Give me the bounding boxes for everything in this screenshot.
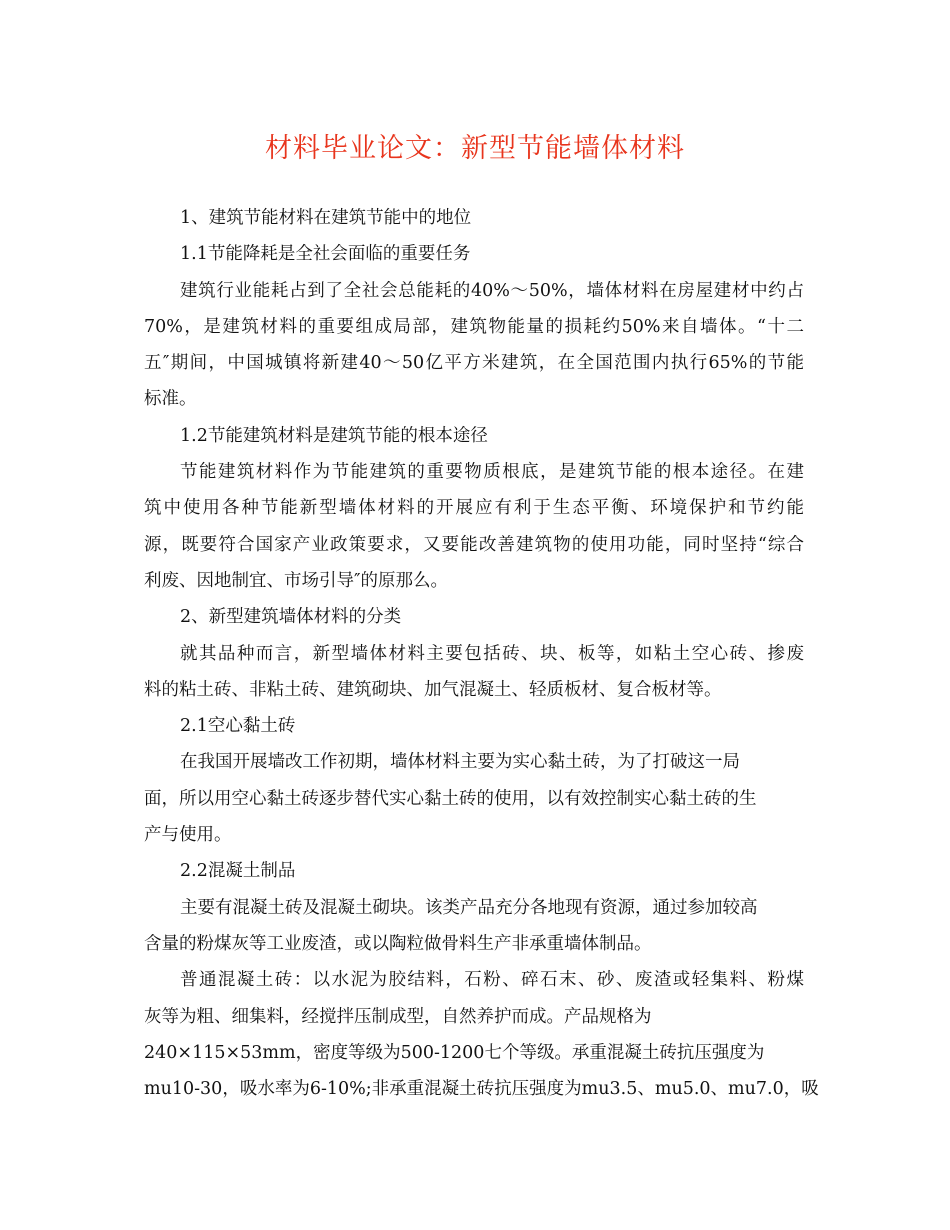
text-line: 就其品种而言，新型墙体材料主要包括砖、块、板等，如粘土空心砖、掺废	[180, 643, 804, 664]
text-line: 主要有混凝土砖及混凝土砌块。该类产品充分各地现有资源，通过参加较高	[180, 897, 758, 918]
document-body	[144, 200, 819, 1107]
text-line: 含量的粉煤灰等工业废渣，或以陶粒做骨料生产非承重墙体制品。	[144, 933, 652, 954]
text-line: 在我国开展墙改工作初期，墙体材料主要为实心黏土砖，为了打破这一局	[180, 752, 740, 773]
document-title: 材料毕业论文：新型节能墙体材料	[265, 133, 685, 164]
text-line: mu10-30，吸水率为6-10%;非承重混凝土砖抗压强度为mu3.5、mu5.0、mu7.0，吸	[144, 1079, 819, 1100]
text-line: 面，所以用空心黏土砖逐步替代实心黏土砖的使用，以有效控制实心黏土砖的生	[144, 788, 757, 809]
text-line: 1、建筑节能材料在建筑节能中的地位	[180, 208, 472, 228]
text-line: 建筑行业能耗占到了全社会总能耗的40%～50%，墙体材料在房屋建材中约占	[180, 280, 804, 301]
text-line: 利废、因地制宜、市场引导″的原那么。	[144, 570, 449, 591]
text-line: 普通混凝土砖：以水泥为胶结料，石粉、碎石末、砂、废渣或轻集料、粉煤	[180, 970, 804, 991]
text-line: 节能建筑材料作为节能建筑的重要物质根底，是建筑节能的根本途径。在建	[180, 462, 804, 483]
text-line: 240×115×53mm，密度等级为500-1200七个等级。承重混凝土砖抗压强度为	[144, 1042, 765, 1063]
text-line: 2.1空心黏土砖	[180, 716, 296, 737]
text-line: 筑中使用各种节能新型墙体材料的开展应有利于生态平衡、环境保护和节约能	[144, 498, 804, 519]
text-line: 标准。	[144, 389, 197, 410]
text-line: 产与使用。	[144, 825, 232, 846]
text-line: 2.2混凝土制品	[180, 861, 296, 882]
text-line: 料的粘土砖、非粘土砖、建筑砌块、加气混凝土、轻质板材、复合板材等。	[144, 679, 722, 700]
text-line: 1.2节能建筑材料是建筑节能的根本途径	[180, 425, 488, 446]
text-line: 70%，是建筑材料的重要组成局部，建筑物能量的损耗约50%来自墙体。“十二	[144, 316, 804, 337]
text-line: 1.1节能降耗是全社会面临的重要任务	[180, 244, 471, 265]
text-line: 灰等为粗、细集料，经搅拌压制成型，自然养护而成。产品规格为	[144, 1006, 652, 1027]
text-line: 五″期间，中国城镇将新建40～50亿平方米建筑，在全国范围内执行65%的节能	[144, 353, 804, 374]
text-line: 源，既要符合国家产业政策要求，又要能改善建筑物的使用功能，同时坚持“综合	[144, 534, 804, 555]
text-line: 2、新型建筑墙体材料的分类	[180, 607, 402, 628]
